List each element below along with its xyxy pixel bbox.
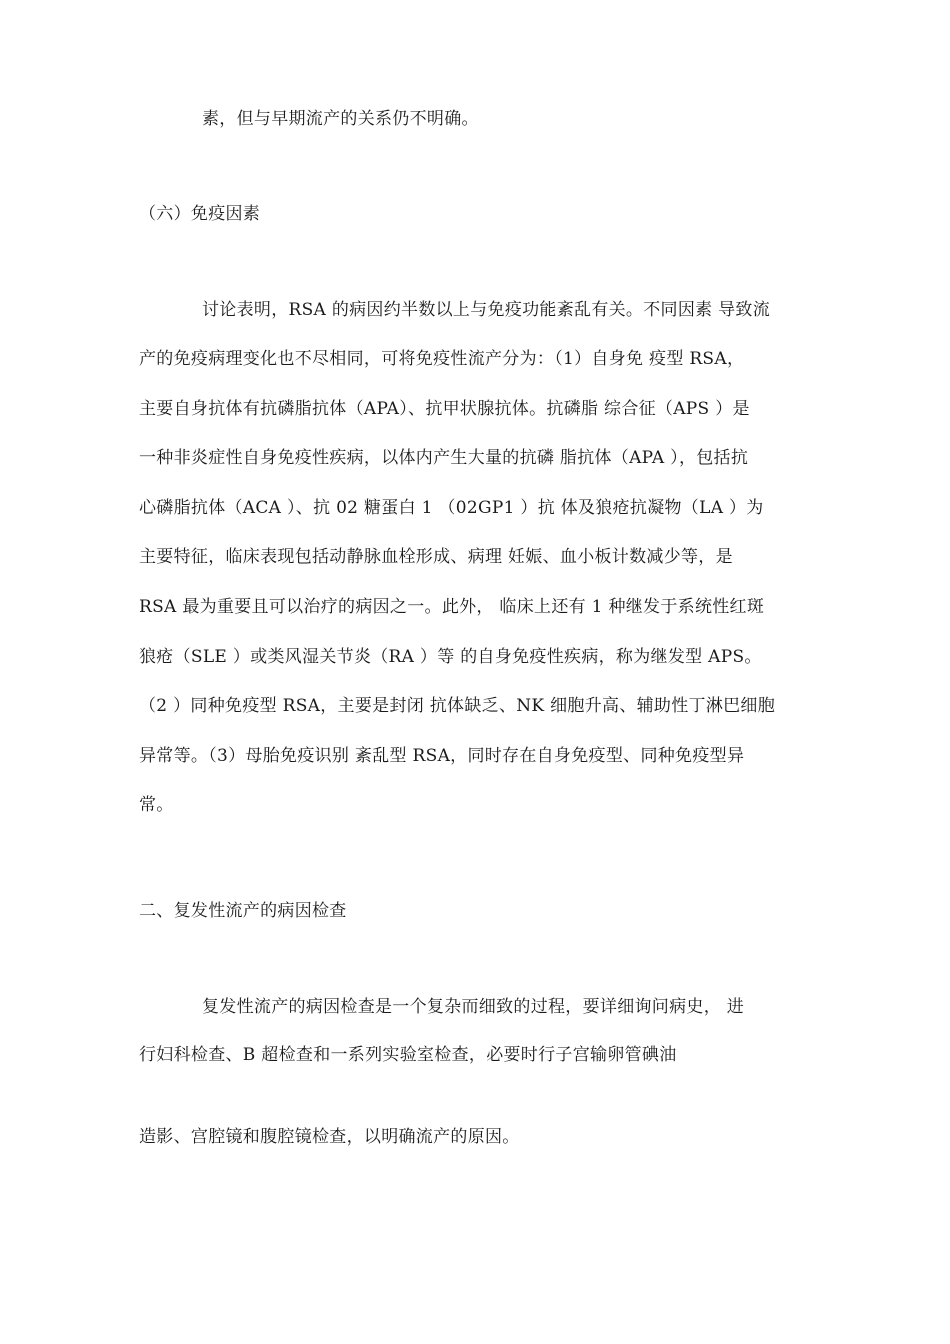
section-six-heading: （六）免疫因素 bbox=[139, 204, 261, 224]
paragraph-line: 主要自身抗体有抗磷脂抗体（APA）、抗甲状腺抗体。抗磷脂 综合征（APS ）是 bbox=[139, 399, 750, 419]
paragraph-line: 一种非炎症性自身免疫性疾病，以体内产生大量的抗磷 脂抗体（APA ），包括抗 bbox=[139, 448, 749, 468]
paragraph-line: 造影、宫腔镜和腹腔镜检查，以明确流产的原因。 bbox=[139, 1127, 520, 1147]
paragraph-line: 主要特征，临床表现包括动静脉血栓形成、病理 妊娠、血小板计数减少等，是 bbox=[139, 547, 733, 567]
paragraph-line: 狼疮（SLE ）或类风湿关节炎（RA ）等 的自身免疫性疾病，称为继发型 APS。 bbox=[139, 647, 762, 667]
paragraph-line: 产的免疫病理变化也不尽相同，可将免疫性流产分为：（1）自身免 疫型 RSA， bbox=[139, 349, 745, 369]
paragraph-line: 讨论表明，RSA 的病因约半数以上与免疫功能紊乱有关。不同因素 导致流 bbox=[202, 300, 771, 320]
paragraph-line: 心磷脂抗体（ACA ）、抗 02 糖蛋白 1 （02GP1 ）抗 体及狼疮抗凝物（LA ）为 bbox=[139, 498, 764, 518]
paragraph-line: RSA 最为重要且可以治疗的病因之一。此外， 临床上还有 1 种继发于系统性红斑 bbox=[139, 597, 765, 617]
paragraph-line: 复发性流产的病因检查是一个复杂而细致的过程，要详细询问病史， 进 bbox=[202, 997, 745, 1017]
paragraph-line: （2 ）同种免疫型 RSA，主要是封闭 抗体缺乏、NK 细胞升高、辅助性丁淋巴细胞 bbox=[139, 696, 776, 716]
paragraph-line: 行妇科检查、B 超检查和一系列实验室检查，必要时行子宫输卵管碘油 bbox=[139, 1045, 677, 1065]
continuation-text: 素，但与早期流产的关系仍不明确。 bbox=[202, 109, 479, 129]
paragraph-line: 常。 bbox=[139, 795, 174, 815]
paragraph-line: 异常等。（3）母胎免疫识别 紊乱型 RSA，同时存在自身免疫型、同种免疫型异 bbox=[139, 746, 745, 766]
section-two-heading: 二、复发性流产的病因检查 bbox=[139, 901, 347, 921]
